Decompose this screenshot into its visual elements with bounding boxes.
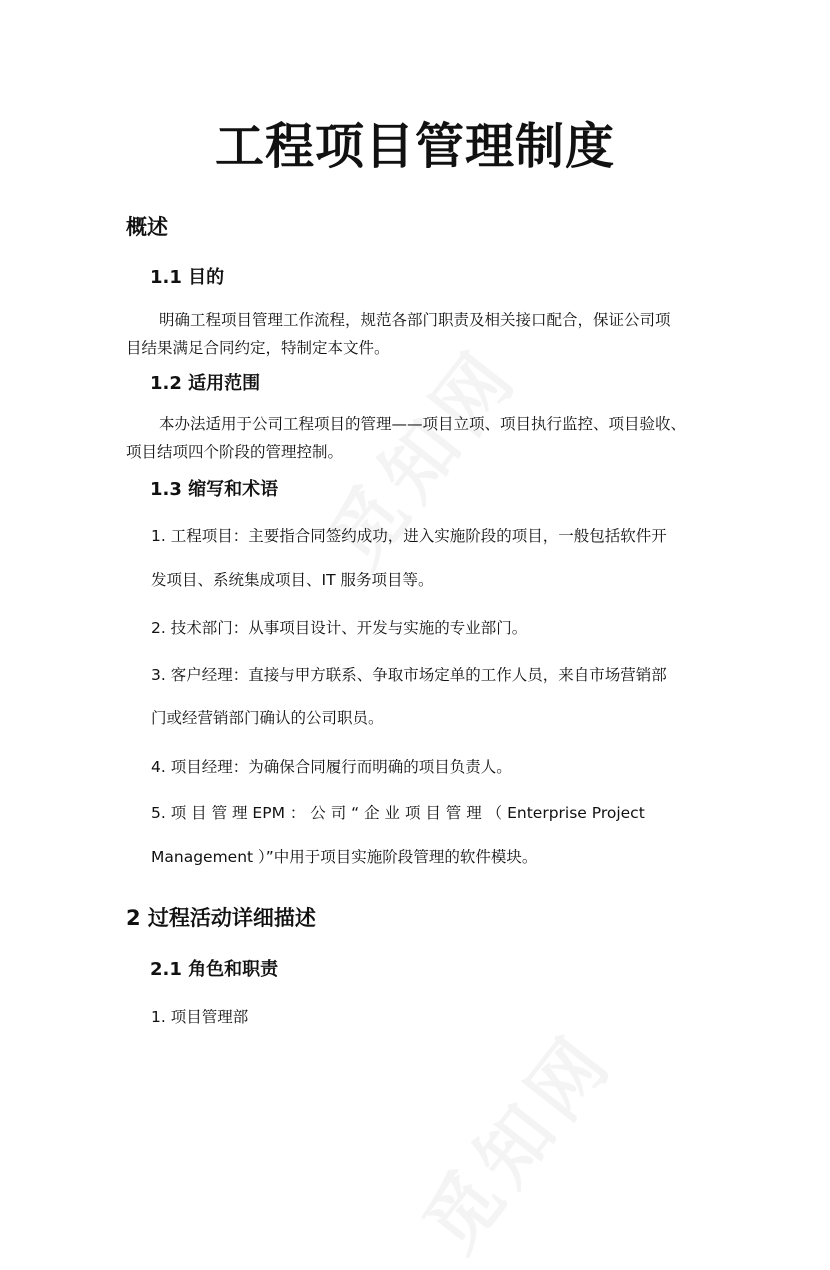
list-item-line: 2. 技术部门：从事项目设计、开发与实施的专业部门。: [151, 619, 528, 637]
paragraph-line: 项目结项四个阶段的管理控制。: [126, 443, 344, 461]
paragraph-line: 目结果满足合同约定，特制定本文件。: [126, 339, 390, 357]
list-item-line: 3. 客户经理：直接与甲方联系、争取市场定单的工作人员，来自市场营销部: [151, 666, 667, 684]
section-heading-overview: 概述: [126, 215, 168, 239]
list-item-line: 1. 工程项目：主要指合同签约成功，进入实施阶段的项目，一般包括软件开: [151, 527, 667, 545]
subsection-heading-roles: 2.1 角色和职责: [150, 959, 279, 980]
list-item-line: 门或经营销部门确认的公司职员。: [151, 709, 384, 727]
subsection-heading-terms: 1.3 缩写和术语: [150, 479, 279, 500]
paragraph-line: 明确工程项目管理工作流程，规范各部门职责及相关接口配合，保证公司项: [159, 311, 671, 329]
list-item-line: 5. 项 目 管 理 EPM ： 公 司 “ 企 业 项 目 管 理 （ Enterprise Project: [151, 804, 645, 822]
watermark: [395, 1006, 634, 1270]
subsection-heading-purpose: 1.1 目的: [150, 267, 225, 288]
document-title: 工程项目管理制度: [214, 118, 615, 175]
section-heading-process: 2 过程活动详细描述: [126, 906, 316, 930]
subsection-heading-scope: 1.2 适用范围: [150, 373, 261, 394]
list-item-line: 1. 项目管理部: [151, 1008, 249, 1026]
paragraph-line: 本办法适用于公司工程项目的管理——项目立项、项目执行监控、项目验收、: [159, 415, 687, 433]
list-item-line: 4. 项目经理：为确保合同履行而明确的项目负责人。: [151, 758, 512, 776]
list-item-line: Management ）”中用于项目实施阶段管理的软件模块。: [151, 848, 538, 866]
list-item-line: 发项目、系统集成项目、IT 服务项目等。: [151, 571, 434, 589]
